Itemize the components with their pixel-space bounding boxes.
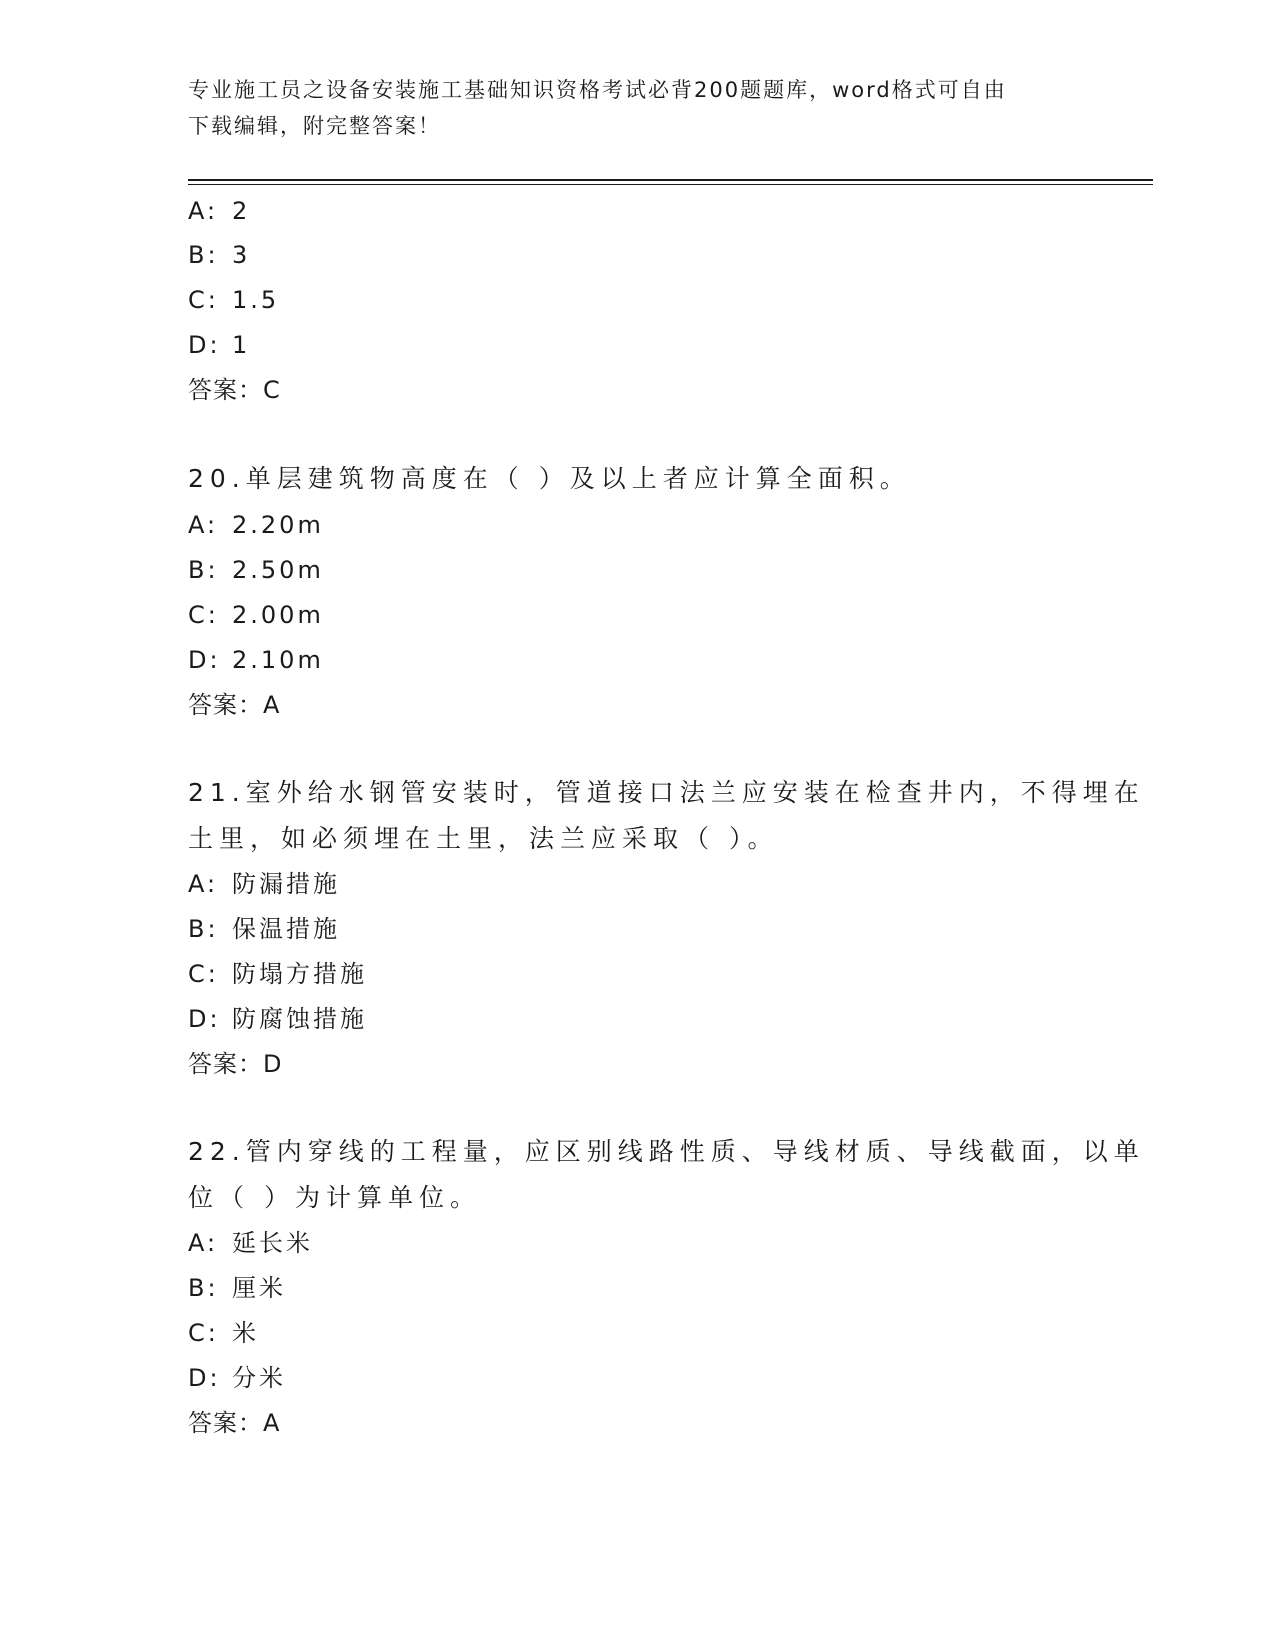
- option-key: C:: [188, 601, 219, 629]
- q22-stem-line-1: 22.管内穿线的工程量，应区别线路性质、导线材质、导线截面，以单: [188, 1137, 1145, 1166]
- option-key: B:: [188, 241, 219, 269]
- q21-option-c: [188, 959, 367, 989]
- option-key: C:: [188, 286, 219, 314]
- option-key: D:: [188, 646, 221, 674]
- q20-option-b: [188, 555, 324, 585]
- option-text: 延长米: [232, 1229, 313, 1257]
- header-line-1: 专业施工员之设备安装施工基础知识资格考试必背200题题库，word格式可自由: [188, 78, 1007, 102]
- q21-option-b: [188, 914, 340, 944]
- option-key: C:: [188, 1319, 219, 1347]
- q19-option-d: [188, 330, 250, 360]
- option-key: A:: [188, 870, 219, 898]
- option-key: B:: [188, 915, 219, 943]
- option-text: 防腐蚀措施: [232, 1005, 367, 1033]
- option-key: D:: [188, 1364, 221, 1392]
- option-key: A:: [188, 1229, 219, 1257]
- q22-option-c: [188, 1318, 259, 1348]
- option-key: A:: [188, 197, 219, 225]
- q22-stem-line-2: 位（ ）为计算单位。: [188, 1183, 481, 1212]
- header-rule-thick: [188, 179, 1153, 181]
- option-text: 2: [232, 197, 251, 225]
- option-text: 防漏措施: [232, 870, 340, 898]
- q20-option-c: [188, 600, 324, 630]
- option-key: C:: [188, 960, 219, 988]
- option-text: 保温措施: [232, 915, 340, 943]
- q22-option-b: [188, 1273, 286, 1303]
- q20-answer: 答案：A: [188, 691, 281, 719]
- q19-option-b: [188, 240, 250, 270]
- header-rule-thin: [188, 184, 1153, 185]
- option-text: 3: [232, 241, 251, 269]
- q19-option-c: [188, 285, 279, 315]
- q20-option-a: [188, 510, 324, 540]
- q21-answer: 答案：D: [188, 1050, 283, 1078]
- q22-option-a: [188, 1228, 313, 1258]
- q21-option-a: [188, 869, 340, 899]
- q22-answer: 答案：A: [188, 1409, 281, 1437]
- q20-stem: 20.单层建筑物高度在（ ）及以上者应计算全面积。: [188, 464, 911, 493]
- option-text: 1: [232, 331, 251, 359]
- header-line-2: 下载编辑，附完整答案！: [188, 114, 441, 138]
- q21-option-d: [188, 1004, 367, 1034]
- option-key: B:: [188, 556, 219, 584]
- option-text: 2.10m: [232, 646, 324, 674]
- option-key: B:: [188, 1274, 219, 1302]
- option-text: 分米: [232, 1364, 286, 1392]
- document-header: [188, 72, 1088, 144]
- option-key: D:: [188, 1005, 221, 1033]
- option-key: D:: [188, 331, 221, 359]
- option-key: A:: [188, 511, 219, 539]
- q20-option-d: [188, 645, 324, 675]
- option-text: 1.5: [232, 286, 280, 314]
- option-text: 厘米: [232, 1274, 286, 1302]
- option-text: 防塌方措施: [232, 960, 367, 988]
- option-text: 2.20m: [232, 511, 324, 539]
- option-text: 2.00m: [232, 601, 324, 629]
- q21-stem-line-1: 21.室外给水钢管安装时，管道接口法兰应安装在检查井内，不得埋在: [188, 778, 1145, 807]
- q19-option-a: [188, 196, 250, 226]
- option-text: 米: [232, 1319, 259, 1347]
- q19-answer: 答案：C: [188, 376, 281, 404]
- option-text: 2.50m: [232, 556, 324, 584]
- q22-option-d: [188, 1363, 286, 1393]
- q21-stem-line-2: 土里，如必须埋在土里，法兰应采取（ ）。: [188, 824, 779, 853]
